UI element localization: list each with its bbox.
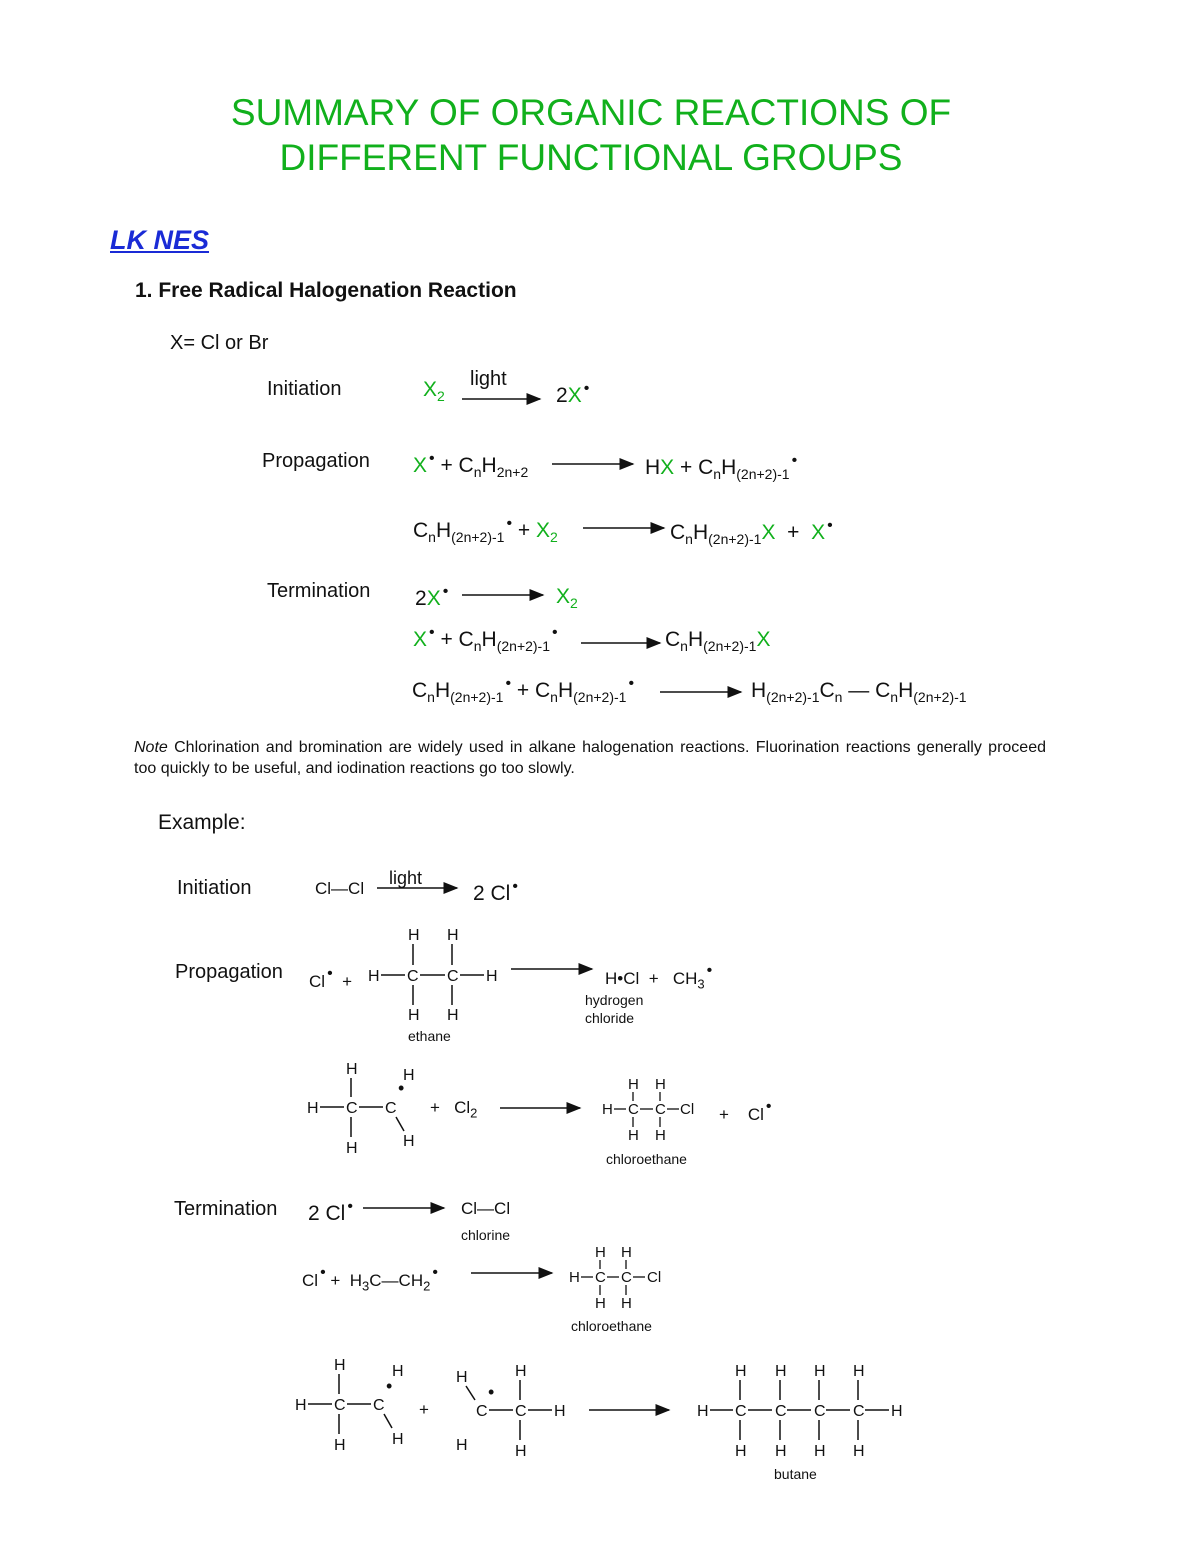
- svg-text:H: H: [814, 1443, 826, 1460]
- cl-cl: Cl—Cl: [315, 879, 365, 898]
- svg-text:H: H: [891, 1403, 903, 1420]
- svg-text:H: H: [602, 1101, 613, 1118]
- svg-text:C: C: [628, 1101, 639, 1118]
- svg-text:C: C: [814, 1403, 826, 1420]
- svg-text:H: H: [775, 1363, 787, 1380]
- formula-termination-3-right: $H_{(2n+2)-1}C_n$ — $C_nH_{(2n+2)-1}$: [751, 679, 967, 705]
- svg-text:H: H: [853, 1443, 865, 1460]
- svg-text:H: H: [853, 1363, 865, 1380]
- ethyl-radical-structure: [307, 1061, 415, 1157]
- example-initiation-label: Initiation: [177, 877, 252, 899]
- caption-ethane: ethane: [408, 1028, 451, 1044]
- svg-text:C: C: [373, 1397, 385, 1414]
- svg-text:H: H: [515, 1443, 527, 1460]
- svg-text:H: H: [447, 927, 459, 944]
- caption-chloride: chloride: [585, 1010, 635, 1026]
- svg-text:H: H: [346, 1061, 358, 1078]
- caption-hydrogen: hydrogen: [585, 992, 644, 1008]
- svg-text:C: C: [735, 1403, 747, 1420]
- svg-text:H: H: [408, 1007, 420, 1024]
- propagation-label: Propagation: [262, 450, 370, 472]
- title-line-2: DIFFERENT FUNCTIONAL GROUPS: [279, 137, 903, 178]
- formula-propagation-1-left: X $^• + C_nH_{2n+2}$: [413, 450, 529, 480]
- svg-text:H: H: [447, 1007, 459, 1024]
- caption-chlorine: chlorine: [461, 1227, 511, 1243]
- example-propagation-label: Propagation: [175, 961, 283, 983]
- svg-text:H: H: [295, 1397, 307, 1414]
- formula-propagation-2-right: $C_nH_{(2n+2)-1}X + X$ •: [670, 517, 833, 547]
- example-termination-label: Termination: [174, 1198, 278, 1220]
- svg-text:H: H: [334, 1357, 346, 1374]
- svg-text:C: C: [655, 1101, 666, 1118]
- svg-text:H: H: [368, 968, 380, 985]
- svg-text:C: C: [385, 1100, 397, 1117]
- svg-text:H: H: [456, 1437, 468, 1454]
- svg-text:H: H: [655, 1076, 666, 1093]
- svg-text:H: H: [403, 1133, 415, 1150]
- formula-termination-1-left: 2X •: [415, 583, 449, 610]
- svg-text:H: H: [628, 1127, 639, 1144]
- ethyl-radical-left-structure: [295, 1357, 404, 1454]
- svg-text:H: H: [486, 968, 498, 985]
- cl-radical: Cl • +: [309, 965, 353, 991]
- svg-text:H: H: [515, 1363, 527, 1380]
- cl-plus-ethyl-radical: Cl • + $H_3C—CH_2•$: [302, 1264, 438, 1294]
- svg-text:H: H: [392, 1363, 404, 1380]
- example-heading: Example:: [158, 811, 246, 834]
- svg-text:C: C: [476, 1403, 488, 1420]
- hcl-product: H•Cl + $CH_3•$: [605, 962, 713, 992]
- subsection-title: 1. Free Radical Halogenation Reaction: [135, 279, 517, 302]
- initiation-label: Initiation: [267, 378, 342, 400]
- svg-text:H: H: [554, 1403, 566, 1420]
- svg-text:Cl: Cl: [647, 1269, 662, 1286]
- plus-cl-radical: + Cl •: [719, 1098, 772, 1124]
- svg-text:H: H: [307, 1100, 319, 1117]
- note-text: Chlorination and bromination are widely used in alkane halogenation reactions. Fluorination reactions generally proceed too quickly to be useful, and iodination reactions go too slowly.: [134, 739, 1046, 777]
- svg-text:C: C: [853, 1403, 865, 1420]
- note-label: Note: [134, 739, 168, 756]
- svg-text:H: H: [628, 1076, 639, 1093]
- svg-text:H: H: [735, 1363, 747, 1380]
- svg-text:H: H: [569, 1269, 580, 1286]
- formula-termination-2-right: $C_nH_{(2n+2)-1}X$: [665, 628, 771, 654]
- svg-text:C: C: [407, 968, 419, 985]
- formula-propagation-2-left: $C_nH_{(2n+2)-1}^• + X_2$: [413, 515, 558, 545]
- svg-text:C: C: [334, 1397, 346, 1414]
- formula-2x-radical: 2X •: [556, 380, 590, 407]
- svg-text:H: H: [735, 1443, 747, 1460]
- svg-text:Cl: Cl: [680, 1101, 695, 1118]
- svg-text:H: H: [456, 1369, 468, 1386]
- svg-text:H: H: [621, 1244, 632, 1261]
- svg-text:C: C: [621, 1269, 632, 1286]
- svg-text:H: H: [697, 1403, 709, 1420]
- formula-termination-3-left: $C_nH_{(2n+2)-1}^• + C_nH_{(2n+2)-1}^•$: [412, 675, 635, 705]
- caption-chloroethane-1: chloroethane: [606, 1151, 687, 1167]
- butane-structure: [697, 1363, 903, 1460]
- svg-text:H: H: [814, 1363, 826, 1380]
- caption-butane: butane: [774, 1466, 817, 1482]
- svg-text:•: •: [488, 1382, 495, 1402]
- svg-text:H: H: [621, 1295, 632, 1312]
- ethyl-radical-right-structure: [456, 1363, 566, 1460]
- formula-termination-2-left: X $^• + C_nH_{(2n+2)-1}^•$: [413, 624, 558, 654]
- svg-text:H: H: [403, 1067, 415, 1084]
- caption-chloroethane-2: chloroethane: [571, 1318, 652, 1334]
- formula-termination-1-right: $X_2$: [556, 585, 578, 611]
- chloroethane-structure-1: [602, 1076, 694, 1144]
- svg-text:H: H: [334, 1437, 346, 1454]
- svg-text:C: C: [515, 1403, 527, 1420]
- svg-text:C: C: [595, 1269, 606, 1286]
- plus-sign-butane: +: [419, 1400, 429, 1419]
- cl-cl-product: Cl—Cl: [461, 1199, 511, 1218]
- svg-text:H: H: [392, 1431, 404, 1448]
- light-label: light: [470, 368, 507, 390]
- svg-text:H: H: [408, 927, 420, 944]
- section-heading: LK NES: [110, 225, 210, 255]
- formula-propagation-1-right: HX + $C_nH_{(2n+2)-1}^•$: [645, 452, 798, 482]
- svg-text:H: H: [595, 1244, 606, 1261]
- svg-text:C: C: [447, 968, 459, 985]
- plus-cl2: + $Cl_2$: [430, 1098, 478, 1121]
- formula-x2: $X_2$: [423, 378, 445, 404]
- svg-text:C: C: [775, 1403, 787, 1420]
- svg-text:•: •: [386, 1376, 393, 1396]
- title-line-1: SUMMARY OF ORGANIC REACTIONS OF: [230, 92, 952, 133]
- svg-text:•: •: [398, 1078, 405, 1098]
- svg-text:H: H: [346, 1140, 358, 1157]
- svg-text:H: H: [775, 1443, 787, 1460]
- two-cl-radical: 2 Cl •: [473, 878, 518, 905]
- svg-text:H: H: [655, 1127, 666, 1144]
- chloroethane-structure-2: [569, 1244, 661, 1312]
- svg-text:H: H: [595, 1295, 606, 1312]
- example-light-label: light: [389, 868, 423, 888]
- termination-label: Termination: [267, 580, 371, 602]
- halogen-definition: X= Cl or Br: [170, 332, 269, 354]
- two-cl-radical-term: 2 Cl •: [308, 1198, 353, 1225]
- svg-text:C: C: [346, 1100, 358, 1117]
